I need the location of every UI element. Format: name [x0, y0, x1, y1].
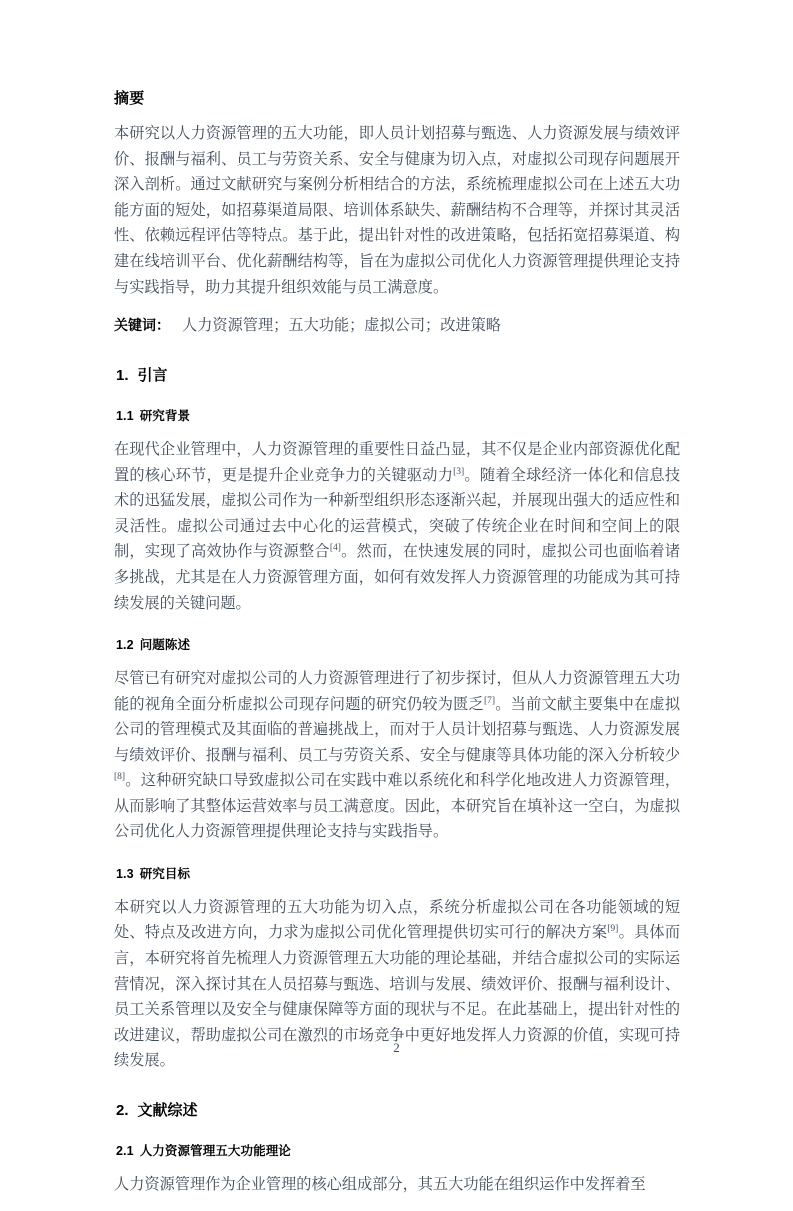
- citation-reference: [3]: [453, 466, 465, 477]
- subsection-heading-2-1: [116, 1142, 680, 1161]
- subsection-paragraph-1-2: 尽管已有研究对虚拟公司的人力资源管理进行了初步探讨，但从人力资源管理五大功能的视角全面分析虚拟公司现存问题的研究仍较为匮乏[7]。当前文献主要集中在虚拟公司的管理模式及其面临的普遍挑战上，而对于人员计划招募与甄选、人力资源发展与绩效评价、报酬与福利、员工与劳资关系、安全与健康等具体功能的深入分析较少[8]。这种研究缺口导致虚拟公司在实践中难以系统化和科学化地改进人力资源管理，从而影响了其整体运营效率与员工满意度。因此，本研究旨在填补这一空白，为虚拟公司优化人力资源管理提供理论支持与实践指导。: [114, 669, 681, 841]
- keywords-line: [114, 313, 680, 339]
- subsection-title-1-3: 研究目标: [139, 867, 191, 882]
- section-heading-2: [116, 1100, 680, 1123]
- section-number-2: 2.: [116, 1101, 129, 1119]
- subsection-number-1-1: 1.1: [116, 409, 134, 424]
- subsection-paragraph-1-1: 在现代企业管理中，人力资源管理的重要性日益凸显，其不仅是企业内部资源优化配置的核心环节，更是提升企业竞争力的关键驱动力[3]。随着全球经济一体化和信息技术的迅猛发展，虚拟公司作为一种新型组织形态逐渐兴起，并展现出强大的适应性和灵活性。虚拟公司通过去中心化的运营模式，突破了传统企业在时间和空间上的限制，实现了高效协作与资源整合[4]。然而，在快速发展的同时，虚拟公司也面临着诸多挑战，尤其是在人力资源管理方面，如何有效发挥人力资源管理的功能成为其可持续发展的关键问题。: [114, 441, 681, 612]
- section-title-1: 引言: [137, 366, 168, 384]
- subsection-number-2-1: 2.1: [116, 1144, 134, 1159]
- subsection-paragraph-2-1: 人力资源管理作为企业管理的核心组成部分，其五大功能在组织运作中发挥着至: [114, 1176, 646, 1194]
- keywords-value: 人力资源管理；五大功能；虚拟公司；改进策略: [182, 317, 501, 335]
- subsection-paragraph-1-3: 本研究以人力资源管理的五大功能为切入点，系统分析虚拟公司在各功能领域的短处、特点及改进方向，力求为虚拟公司优化管理提供切实可行的解决方案[9]。具体而言，本研究将首先梳理人力资源管理五大功能的理论基础，并结合虚拟公司的实际运营情况，深入探讨其在人员招募与甄选、培训与发展、绩效评价、报酬与福利设计、员工关系管理以及安全与健康保障等方面的现状与不足。在此基础上，提出针对性的改进建议，帮助虚拟公司在激烈的市场竞争中更好地发挥人力资源的价值，实现可持续发展。: [114, 898, 681, 1070]
- abstract-heading: 摘要: [114, 90, 145, 107]
- abstract-paragraph: 本研究以人力资源管理的五大功能，即人员计划招募与甄选、人力资源发展与绩效评价、报酬与福利、员工与劳资关系、安全与健康为切入点，对虚拟公司现存问题展开深入剖析。通过文献研究与案例分析相结合的方法，系统梳理虚拟公司在上述五大功能方面的短处，如招募渠道局限、培训体系缺失、薪酬结构不合理等，并探讨其灵活性、依赖远程评估等特点。基于此，提出针对性的改进策略，包括拓宽招募渠道、构建在线培训平台、优化薪酬结构等，旨在为虚拟公司优化人力资源管理提供理论支持与实践指导，助力其提升组织效能与员工满意度。: [114, 125, 680, 296]
- section-number-1: 1.: [116, 366, 129, 384]
- subsection-heading-1-3: [116, 865, 680, 884]
- subsection-title-1-2: 问题陈述: [139, 638, 191, 653]
- section-title-2: 文献综述: [137, 1101, 198, 1119]
- subsection-heading-1-1: [116, 407, 680, 426]
- citation-reference: [8]: [114, 772, 126, 783]
- subsection-number-1-2: 1.2: [116, 638, 134, 653]
- citation-reference: [9]: [607, 924, 619, 935]
- subsection-title-1-1: 研究背景: [139, 409, 191, 424]
- section-heading-1: [116, 365, 680, 388]
- subsection-heading-1-2: [116, 636, 680, 655]
- citation-reference: [4]: [329, 543, 341, 554]
- subsection-title-2-1: 人力资源管理五大功能理论: [139, 1144, 291, 1159]
- page-number: 2: [393, 1040, 400, 1055]
- subsection-number-1-3: 1.3: [116, 867, 134, 882]
- citation-reference: [7]: [483, 695, 496, 706]
- keywords-label: 关键词：: [114, 317, 170, 334]
